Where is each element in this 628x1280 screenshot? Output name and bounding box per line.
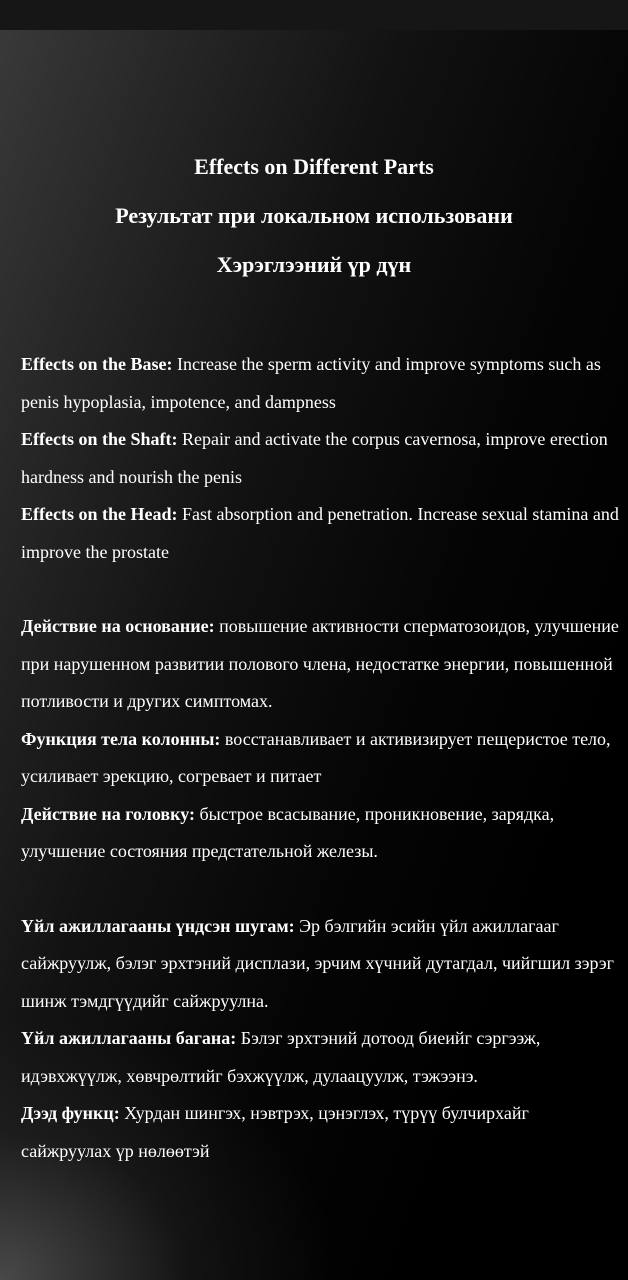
heading-english: Effects on Different Parts: [194, 154, 434, 179]
english-effect-base: [21, 346, 621, 421]
english-effect-shaft-text: Repair and activate the corpus cavernosa, improve erection hardness and nourish the penis: [21, 429, 608, 487]
english-effect-head-text: Fast absorption and penetration. Increase sexual stamina and improve the prostate: [21, 504, 619, 562]
russian-effect-head-label: Действие на головку:: [21, 803, 195, 824]
english-effect-base-text: Increase the sperm activity and improve symptoms such as penis hypoplasia, impotence, and dampness: [21, 354, 601, 412]
top-strip: [0, 0, 628, 30]
english-effect-base-label: Effects on the Base:: [21, 354, 173, 374]
mongolian-effect-shaft-label: Үйл ажиллагааны багана:: [21, 1028, 237, 1048]
section-gap: [21, 871, 621, 908]
russian-effect-base-label: Действие на основание:: [21, 616, 215, 636]
russian-effect-shaft-text: восстанавливает и активизирует пещеристое тело, усиливает эрекцию, согревает и питает: [21, 728, 611, 786]
english-effect-head: [21, 496, 621, 571]
english-effect-shaft-label: Effects on the Shaft:: [21, 429, 178, 449]
mongolian-effect-base-text: Эр бэлгийн эсийн үйл ажиллагааг сайжруулж, бэлэг эрхтэний дисплази, эрчим хүчний дутагдал, чийгшил зэрэг шинж тэмдгүүдийг сайжруулна.: [21, 915, 615, 1011]
russian-effect-base: [21, 608, 621, 721]
mongolian-effect-base-label: Үйл ажиллагааны үндсэн шугам:: [21, 915, 295, 936]
section-gap: [21, 571, 621, 608]
mongolian-effect-head-label: Дээд функц:: [21, 1103, 120, 1123]
russian-effect-base-text: повышение активности сперматозоидов, улучшение при нарушенном развитии полового члена, недостатке энергии, повышенной потливости и других симптомах.: [21, 616, 619, 711]
mongolian-effect-base: [21, 908, 621, 1021]
mongolian-effect-head: [21, 1095, 621, 1170]
russian-effect-head-text: быстрое всасывание, проникновение, зарядка, улучшение состояния предстательной железы.: [21, 803, 555, 861]
english-effect-head-label: Effects on the Head:: [21, 504, 178, 524]
english-effect-shaft: [21, 421, 621, 496]
russian-effect-shaft-label: Функция тела колонны:: [21, 728, 221, 749]
heading-mongolian: Хэрэглээний үр дүн: [216, 252, 412, 277]
russian-effect-shaft: [21, 721, 621, 796]
mongolian-effect-shaft-text: Бэлэг эрхтэний дотоод биеийг сэргээж, идэвхжүүлж, хөвчрөлтийг бэхжүүлж, дулаацуулж, тэжээнэ.: [21, 1028, 541, 1086]
body-text: [21, 346, 621, 1170]
russian-effect-head: [21, 796, 621, 871]
heading-russian: Результат при локальном использовани: [115, 203, 513, 228]
mongolian-effect-shaft: [21, 1020, 621, 1095]
heading-group: [0, 150, 628, 297]
mongolian-effect-head-text: Хурдан шингэх, нэвтрэх, цэнэглэх, түрүү булчирхайг сайжруулах үр нөлөөтэй: [21, 1103, 529, 1161]
